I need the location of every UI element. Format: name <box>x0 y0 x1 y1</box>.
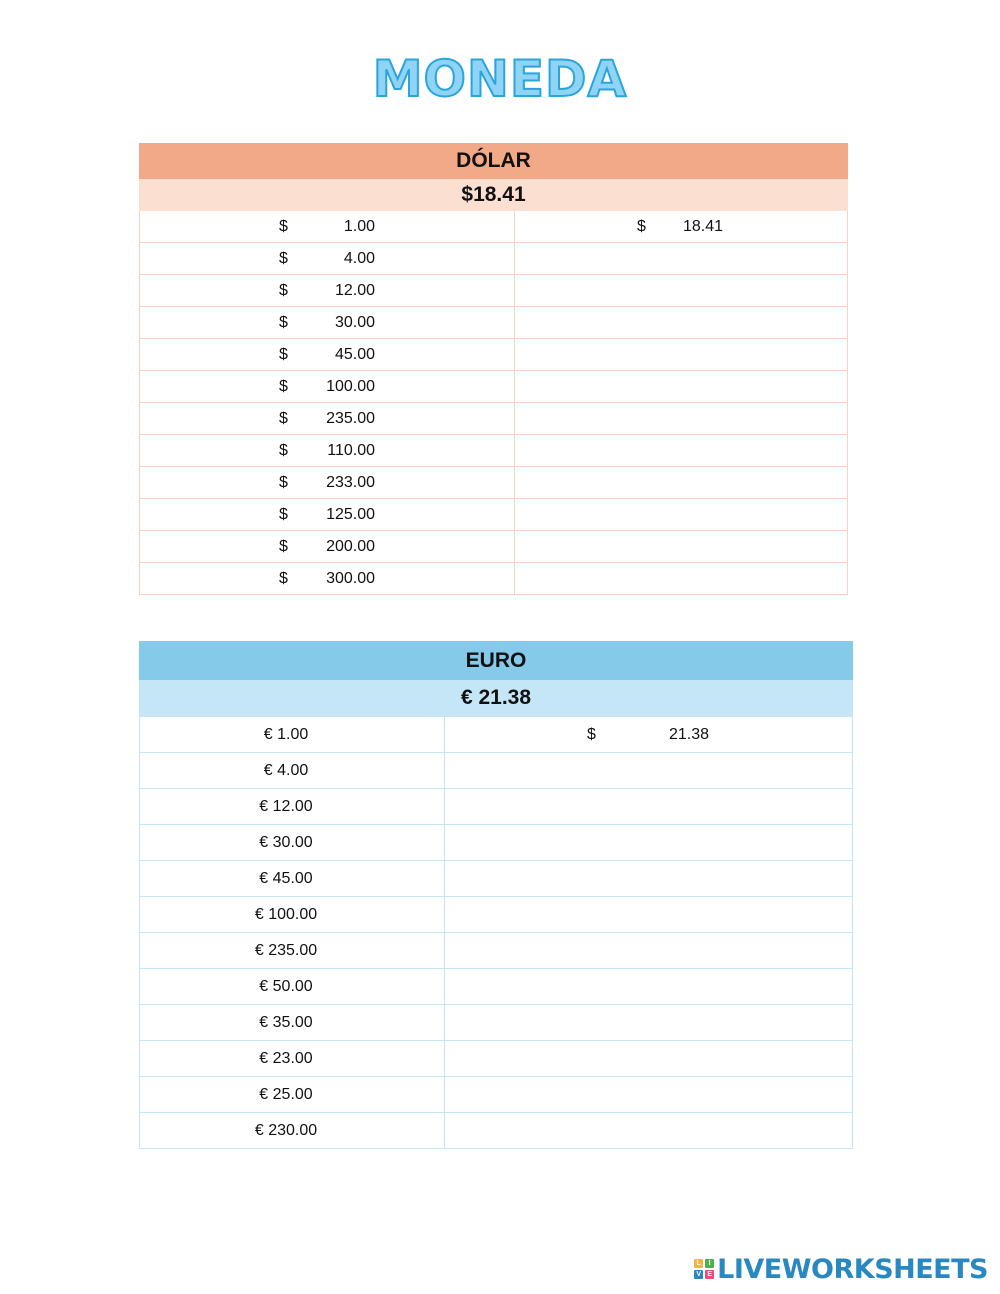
euro-result-cell <box>445 1041 853 1077</box>
table-row <box>140 499 848 531</box>
table-row <box>140 435 848 467</box>
dolar-amount-cell <box>140 339 515 371</box>
logo-tile: V <box>694 1270 703 1279</box>
dolar-amount-cell-value: 30.00 <box>334 313 375 331</box>
dolar-result-cell <box>515 275 848 307</box>
dolar-result-cell <box>515 499 848 531</box>
euro-amount-cell: € 100.00 <box>140 897 445 933</box>
dolar-amount-cell-symbol: $ <box>279 569 288 587</box>
euro-amount-cell: € 35.00 <box>140 1005 445 1041</box>
table-row <box>140 531 848 563</box>
euro-table <box>139 641 853 1149</box>
dolar-amount-cell-symbol: $ <box>279 441 288 459</box>
logo-tile: L <box>694 1259 703 1268</box>
dolar-result-cell <box>515 435 848 467</box>
table-row <box>140 1077 853 1113</box>
dolar-header: DÓLAR <box>140 144 848 179</box>
euro-amount-cell: € 1.00 <box>140 717 445 753</box>
dolar-result-cell <box>515 243 848 275</box>
dolar-amount-cell-value: 233.00 <box>326 473 375 491</box>
euro-result-cell <box>445 1005 853 1041</box>
dolar-amount-cell-value: 45.00 <box>334 345 375 363</box>
euro-header: EURO <box>140 642 853 680</box>
euro-result-cell <box>445 897 853 933</box>
table-row <box>140 243 848 275</box>
dolar-amount-cell-value: 235.00 <box>326 409 375 427</box>
dolar-result-cell <box>515 531 848 563</box>
dolar-amount-cell-value: 4.00 <box>343 249 375 267</box>
dolar-amount-cell-value: 300.00 <box>326 569 375 587</box>
dolar-amount-cell-symbol: $ <box>279 537 288 555</box>
euro-amount-cell: € 45.00 <box>140 861 445 897</box>
dolar-result-cell <box>515 371 848 403</box>
table-row <box>140 1005 853 1041</box>
table-row <box>140 1041 853 1077</box>
table-row <box>140 897 853 933</box>
euro-result-cell <box>445 969 853 1005</box>
dolar-amount-cell-symbol: $ <box>279 249 288 267</box>
dolar-result-cell <box>515 339 848 371</box>
euro-result-cell-symbol: $ <box>587 725 596 743</box>
dolar-amount-cell-symbol: $ <box>279 505 288 523</box>
table-row <box>140 933 853 969</box>
dolar-amount-cell <box>140 499 515 531</box>
table-row <box>140 563 848 595</box>
table-row <box>140 969 853 1005</box>
dolar-amount-cell-value: 100.00 <box>326 377 375 395</box>
euro-amount-cell: € 23.00 <box>140 1041 445 1077</box>
dolar-result-cell <box>515 211 848 243</box>
table-row <box>140 753 853 789</box>
euro-amount-cell: € 230.00 <box>140 1113 445 1149</box>
dolar-rate: $18.41 <box>140 179 848 211</box>
euro-result-cell <box>445 861 853 897</box>
table-row <box>140 403 848 435</box>
euro-result-cell <box>445 1077 853 1113</box>
dolar-amount-cell-value: 125.00 <box>326 505 375 523</box>
dolar-amount-cell <box>140 211 515 243</box>
euro-rate: € 21.38 <box>140 680 853 717</box>
table-row <box>140 467 848 499</box>
dolar-result-cell <box>515 563 848 595</box>
euro-result-cell <box>445 1113 853 1149</box>
dolar-amount-cell <box>140 435 515 467</box>
dolar-amount-cell <box>140 307 515 339</box>
table-row <box>140 307 848 339</box>
dolar-amount-cell-value: 1.00 <box>343 217 375 235</box>
table-row <box>140 861 853 897</box>
euro-result-cell <box>445 753 853 789</box>
euro-amount-cell: € 25.00 <box>140 1077 445 1113</box>
liveworksheets-brand[interactable] <box>694 1253 988 1285</box>
brand-name: LIVEWORKSHEETS <box>717 1253 988 1285</box>
dolar-result-cell-symbol: $ <box>637 217 646 235</box>
dolar-result-cell <box>515 403 848 435</box>
dolar-amount-cell <box>140 531 515 563</box>
table-row <box>140 339 848 371</box>
euro-result-cell-value: 21.38 <box>668 725 709 743</box>
euro-amount-cell: € 30.00 <box>140 825 445 861</box>
dolar-amount-cell-symbol: $ <box>279 313 288 331</box>
logo-tile: I <box>705 1259 714 1268</box>
euro-result-cell <box>445 825 853 861</box>
table-row <box>140 1113 853 1149</box>
dolar-amount-cell-symbol: $ <box>279 473 288 491</box>
dolar-amount-cell <box>140 563 515 595</box>
dolar-amount-cell <box>140 243 515 275</box>
euro-amount-cell: € 12.00 <box>140 789 445 825</box>
euro-amount-cell: € 4.00 <box>140 753 445 789</box>
dolar-amount-cell <box>140 403 515 435</box>
dolar-amount-cell <box>140 275 515 307</box>
euro-amount-cell: € 235.00 <box>140 933 445 969</box>
euro-result-cell <box>445 789 853 825</box>
dolar-amount-cell <box>140 467 515 499</box>
table-row <box>140 275 848 307</box>
liveworksheets-logo-icon <box>694 1259 714 1279</box>
dolar-amount-cell-value: 12.00 <box>334 281 375 299</box>
dolar-amount-cell-symbol: $ <box>279 409 288 427</box>
dolar-amount-cell-symbol: $ <box>279 217 288 235</box>
dolar-amount-cell-value: 110.00 <box>327 441 375 459</box>
page-title: MONEDA <box>372 50 628 108</box>
dolar-result-cell <box>515 307 848 339</box>
dolar-amount-cell-value: 200.00 <box>326 537 375 555</box>
table-row <box>140 717 853 753</box>
dolar-table <box>139 143 848 595</box>
dolar-amount-cell-symbol: $ <box>279 281 288 299</box>
table-row <box>140 371 848 403</box>
euro-amount-cell: € 50.00 <box>140 969 445 1005</box>
dolar-result-cell-value: 18.41 <box>682 217 724 235</box>
euro-result-cell <box>445 933 853 969</box>
table-row <box>140 789 853 825</box>
logo-tile: E <box>705 1270 714 1279</box>
dolar-amount-cell-symbol: $ <box>279 377 288 395</box>
table-row <box>140 211 848 243</box>
dolar-amount-cell-symbol: $ <box>279 345 288 363</box>
dolar-result-cell <box>515 467 848 499</box>
euro-result-cell <box>445 717 853 753</box>
dolar-amount-cell <box>140 371 515 403</box>
table-row <box>140 825 853 861</box>
